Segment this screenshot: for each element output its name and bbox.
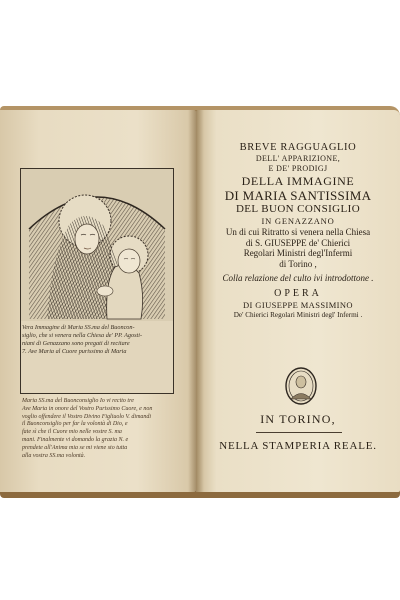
engraving-plate [20,168,174,394]
imprint-printer: NELLA STAMPERIA REALE. [219,440,377,452]
madonna-engraving [21,169,173,321]
title-line-5: DI MARIA SANTISSIMA [224,188,372,203]
title-line-8: Un di cui Ritratto si venera nella Chiesa [225,227,371,237]
imprint-rule [256,432,342,433]
title-line-7: IN GENAZZANO [261,216,335,226]
title-line-12: Colla relazione del culto ivi introdottone . [222,273,374,283]
title-line-11: di Torino , [279,258,317,269]
title-line-14: DI GIUSEPPE MASSIMINO [243,300,353,310]
title-line-4: DELLA IMMAGINE [241,174,355,188]
title-line-10: Regolari Ministri degl'Infermi [243,248,353,258]
title-line-1: BREVE RAGGUAGLIO [239,142,357,153]
title-line-2: DELL' APPARIZIONE, [255,154,341,163]
plate-caption: Vera Immagine di Maria SS.ma del Buoncon- siglio, che si venera nella Chiesa de' PP. Agosti- niani di Genazzano sono pregati di recitare 7. Ave Maria al Cuore purissimo di Maria [22,324,143,355]
title-line-13: OPERA [274,288,322,299]
handwritten-prayer-note: Maria SS.ma del Buonconsiglio Io vi recito tre Ave Maria in onore del Vostro Purissimo Cuore, e non voglio offendere il Vostro Divino Figliuolo V. dimandi il Buonconsiglio per far la volontà di Dio, e fate sì che il Cuore mio nelle vostre S. ma mani. Finalmente vi domando la grazia N. e prendete all'Anima mia se mi viene sto tutta alla vostra SS.ma volontà. [22,398,153,459]
title-line-3: E DE' PRODIGJ [268,164,328,173]
title-line-9: di S. GIUSEPPE de' Chierici [245,237,351,248]
title-line-15: De' Chierici Regolari Ministri degl' Infermi . [233,311,363,319]
title-page-text [200,142,396,320]
imprint-place: IN TORINO, [260,412,336,426]
title-line-6: DEL BUON CONSIGLIO [235,203,361,215]
portrait-vignette [284,366,318,406]
